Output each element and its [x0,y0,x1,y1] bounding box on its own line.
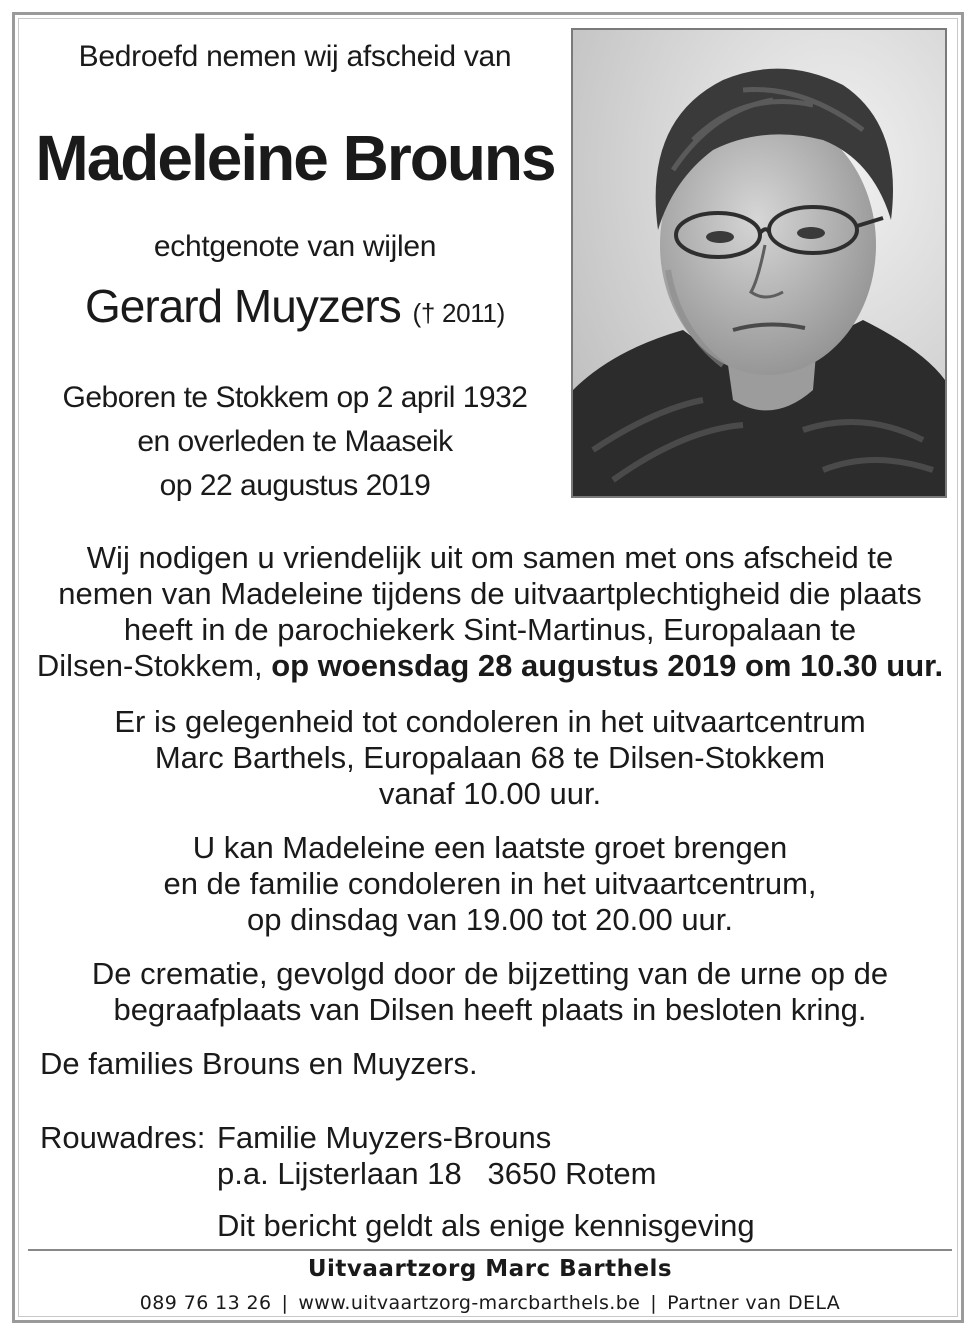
cremation-line-2: begraafplaats van Dilsen heeft plaats in besloten kring. [113,992,867,1027]
ceremony-line-2: nemen van Madeleine tijdens de uitvaartplechtigheid die plaats [58,576,922,611]
footer-website[interactable]: www.uitvaartzorg-marcbarthels.be [298,1292,641,1314]
ceremony-line-4 [20,648,960,684]
intro-text: Bedroefd nemen wij afscheid van [78,40,512,73]
farewell-line-1: U kan Madeleine een laatste groet brengen [192,830,788,865]
funeral-home-name: Uitvaartzorg Marc Barthels [307,1256,673,1282]
farewell-line-2: en de familie condoleren in het uitvaartcentrum, [163,866,817,901]
footer-phone: 089 76 13 26 [139,1292,272,1314]
notice-text: Dit bericht geldt als enige kennisgeving [217,1208,755,1243]
death-date-line: op 22 augustus 2019 [159,469,431,502]
condolences-line-2: Marc Barthels, Europalaan 68 te Dilsen-Stokkem [154,740,826,775]
portrait-illustration [573,30,945,496]
cremation-line-1: De crematie, gevolgd door de bijzetting van de urne op de [91,956,889,991]
life-dates [40,376,550,508]
spouse-death-year: († 2011) [412,298,506,328]
death-place-line: en overleden te Maaseik [137,425,453,458]
paragraph-cremation [20,956,960,1028]
footer-separator: | [281,1292,289,1314]
condolences-line-3: vanaf 10.00 uur. [378,776,602,811]
ceremony-line-3: heeft in de parochiekerk Sint-Martinus, Europalaan te [123,612,857,647]
portrait-photo [571,28,947,498]
deceased-name: Madeleine Brouns [35,122,555,194]
ceremony-line-1: Wij nodigen u vriendelijk uit om samen met ons afscheid te [86,540,894,575]
rouwadres-address: p.a. Lijsterlaan 18 3650 Rotem [217,1156,657,1191]
spouse-line [40,276,550,343]
ceremony-location: Dilsen-Stokkem, [36,648,272,683]
footer-partner: Partner van DELA [667,1292,841,1314]
rouwadres-label: Rouwadres: [40,1120,206,1155]
paragraph-ceremony [20,540,960,684]
birth-line: Geboren te Stokkem op 2 april 1932 [62,381,528,414]
rouwadres-name: Familie Muyzers-Brouns [217,1120,552,1155]
ceremony-datetime: op woensdag 28 augustus 2019 om 10.30 uur. [271,648,944,683]
footer-separator: | [650,1292,658,1314]
condolences-line-1: Er is gelegenheid tot condoleren in het uitvaartcentrum [114,704,866,739]
spouse-name: Gerard Muyzers [84,280,401,332]
family-signature: De families Brouns en Muyzers. [40,1046,478,1081]
footer-divider [28,1249,952,1251]
spouse-intro: echtgenote van wijlen [153,230,437,263]
farewell-line-3: op dinsdag van 19.00 tot 20.00 uur. [246,902,734,937]
paragraph-condolences [20,704,960,812]
paragraph-farewell [20,830,960,938]
footer-contact [20,1292,960,1314]
